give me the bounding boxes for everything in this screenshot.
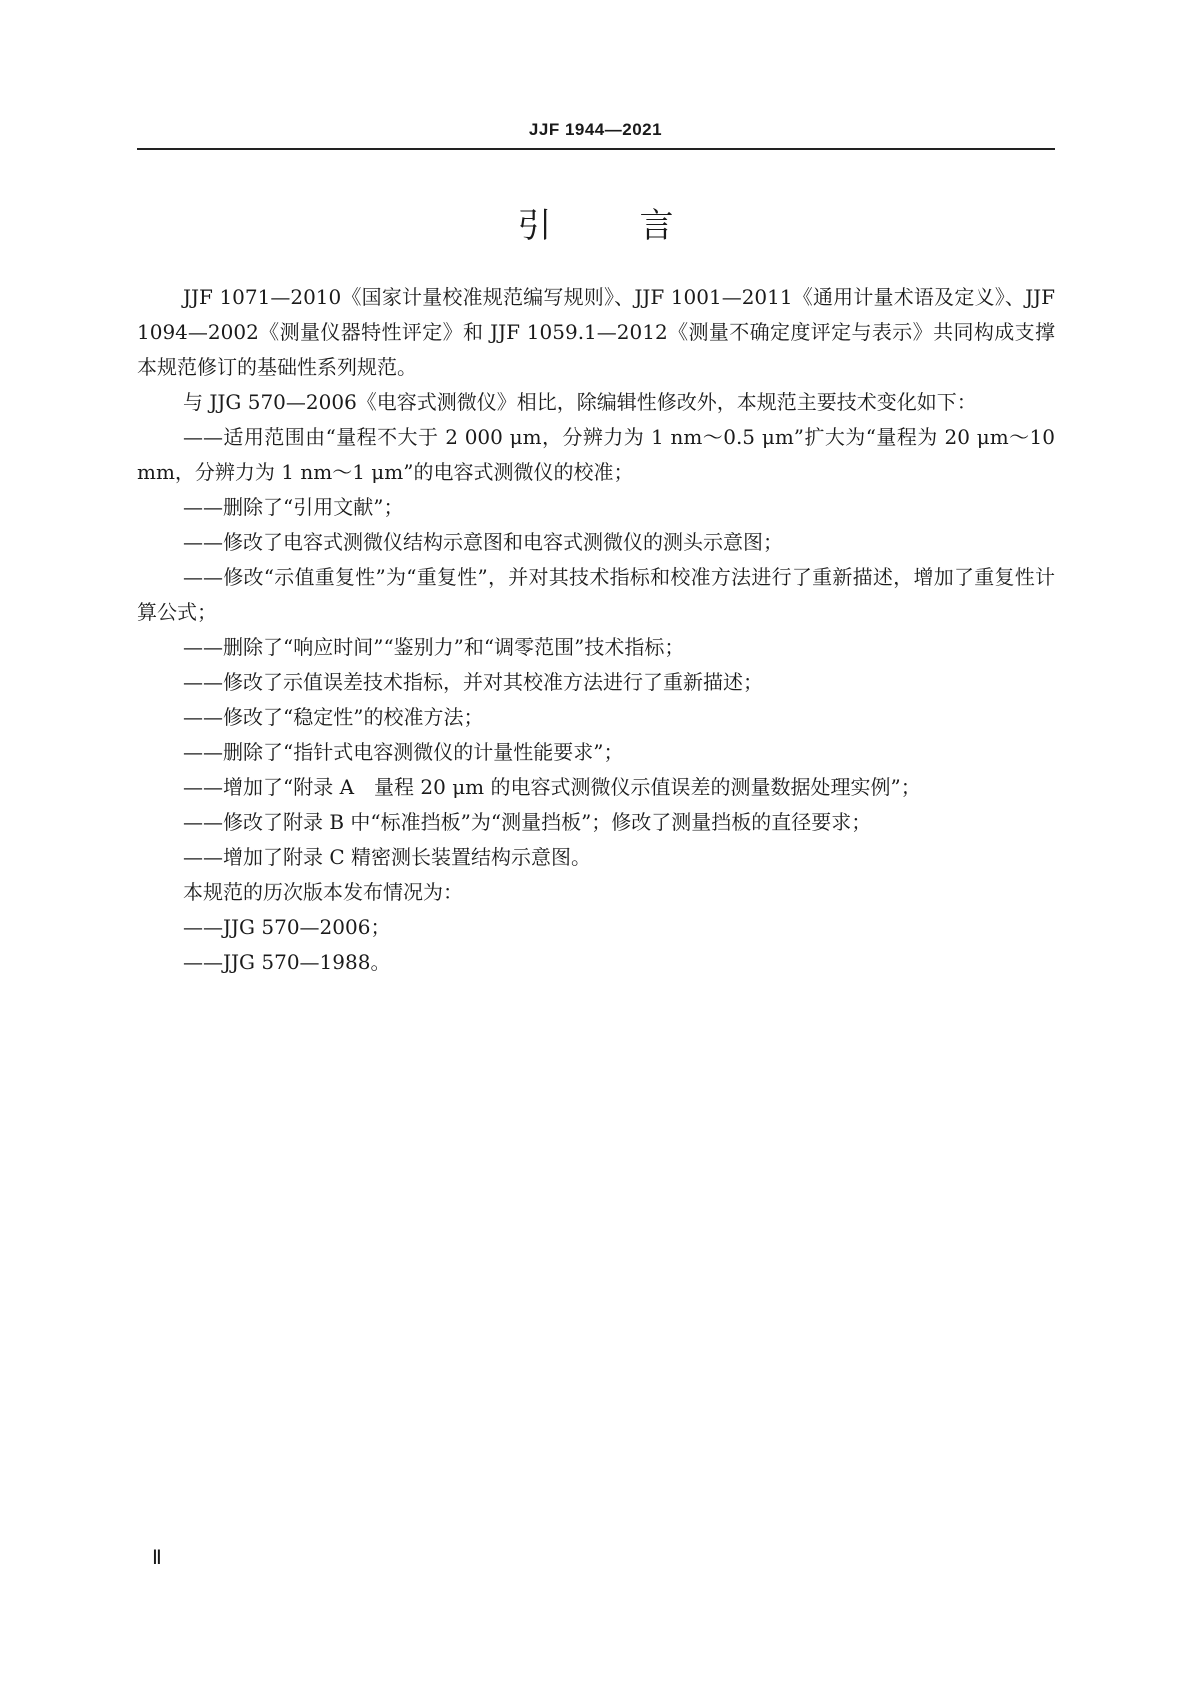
change-item-appendix-b: ——修改了附录 B 中“标准挡板”为“测量挡板”；修改了测量挡板的直径要求； [183,810,872,834]
page-title: 引言 [517,206,762,246]
change-item-references: ——删除了“引用文献”； [183,495,404,519]
document-code-header: JJF 1944—2021 [528,120,663,139]
change-item-appendix-a: ——增加了“附录 A 量程 20 μm 的电容式测微仪示值误差的测量数据处理实例”； [183,775,921,799]
change-item-repeatability: ——修改“示值重复性”为“重复性”，并对其技术指标和校准方法进行了重新描述，增加了重复性计算公式； [137,565,1055,624]
paragraph-basis-standards: JJF 1071—2010《国家计量校准规范编写规则》、JJF 1001—2011《通用计量术语及定义》、JJF 1094—2002《测量仪器特性评定》和 JJF 1059.1—2012《测量不确定度评定与表示》共同构成支撑本规范修订的基础性系列规范。 [137,285,1055,379]
paragraph-changes-intro: 与 JJG 570—2006《电容式测微仪》相比，除编辑性修改外，本规范主要技术变化如下： [183,390,977,414]
document-body [137,280,1055,980]
change-item-appendix-c: ——增加了附录 C 精密测长装置结构示意图。 [183,845,592,869]
change-item-stability: ——修改了“稳定性”的校准方法； [183,705,484,729]
change-item-pointer-type: ——删除了“指针式电容测微仪的计量性能要求”； [183,740,624,764]
version-item-1988: ——JJG 570—1988。 [183,950,391,974]
page-number: Ⅱ [152,1547,162,1569]
change-item-scope: ——适用范围由“量程不大于 2 000 μm，分辨力为 1 nm～0.5 μm”扩大为“量程为 20 μm～10 mm，分辨力为 1 nm～1 μm”的电容式测微仪的校准； [137,425,1055,484]
version-item-2006: ——JJG 570—2006； [183,915,391,939]
change-item-removed-indicators: ——删除了“响应时间”“鉴别力”和“调零范围”技术指标； [183,635,685,659]
change-item-diagrams: ——修改了电容式测微仪结构示意图和电容式测微仪的测头示意图； [183,530,783,554]
paragraph-version-history-intro: 本规范的历次版本发布情况为： [183,880,463,904]
change-item-indication-error: ——修改了示值误差技术指标，并对其校准方法进行了重新描述； [183,670,763,694]
header-divider [137,148,1055,150]
